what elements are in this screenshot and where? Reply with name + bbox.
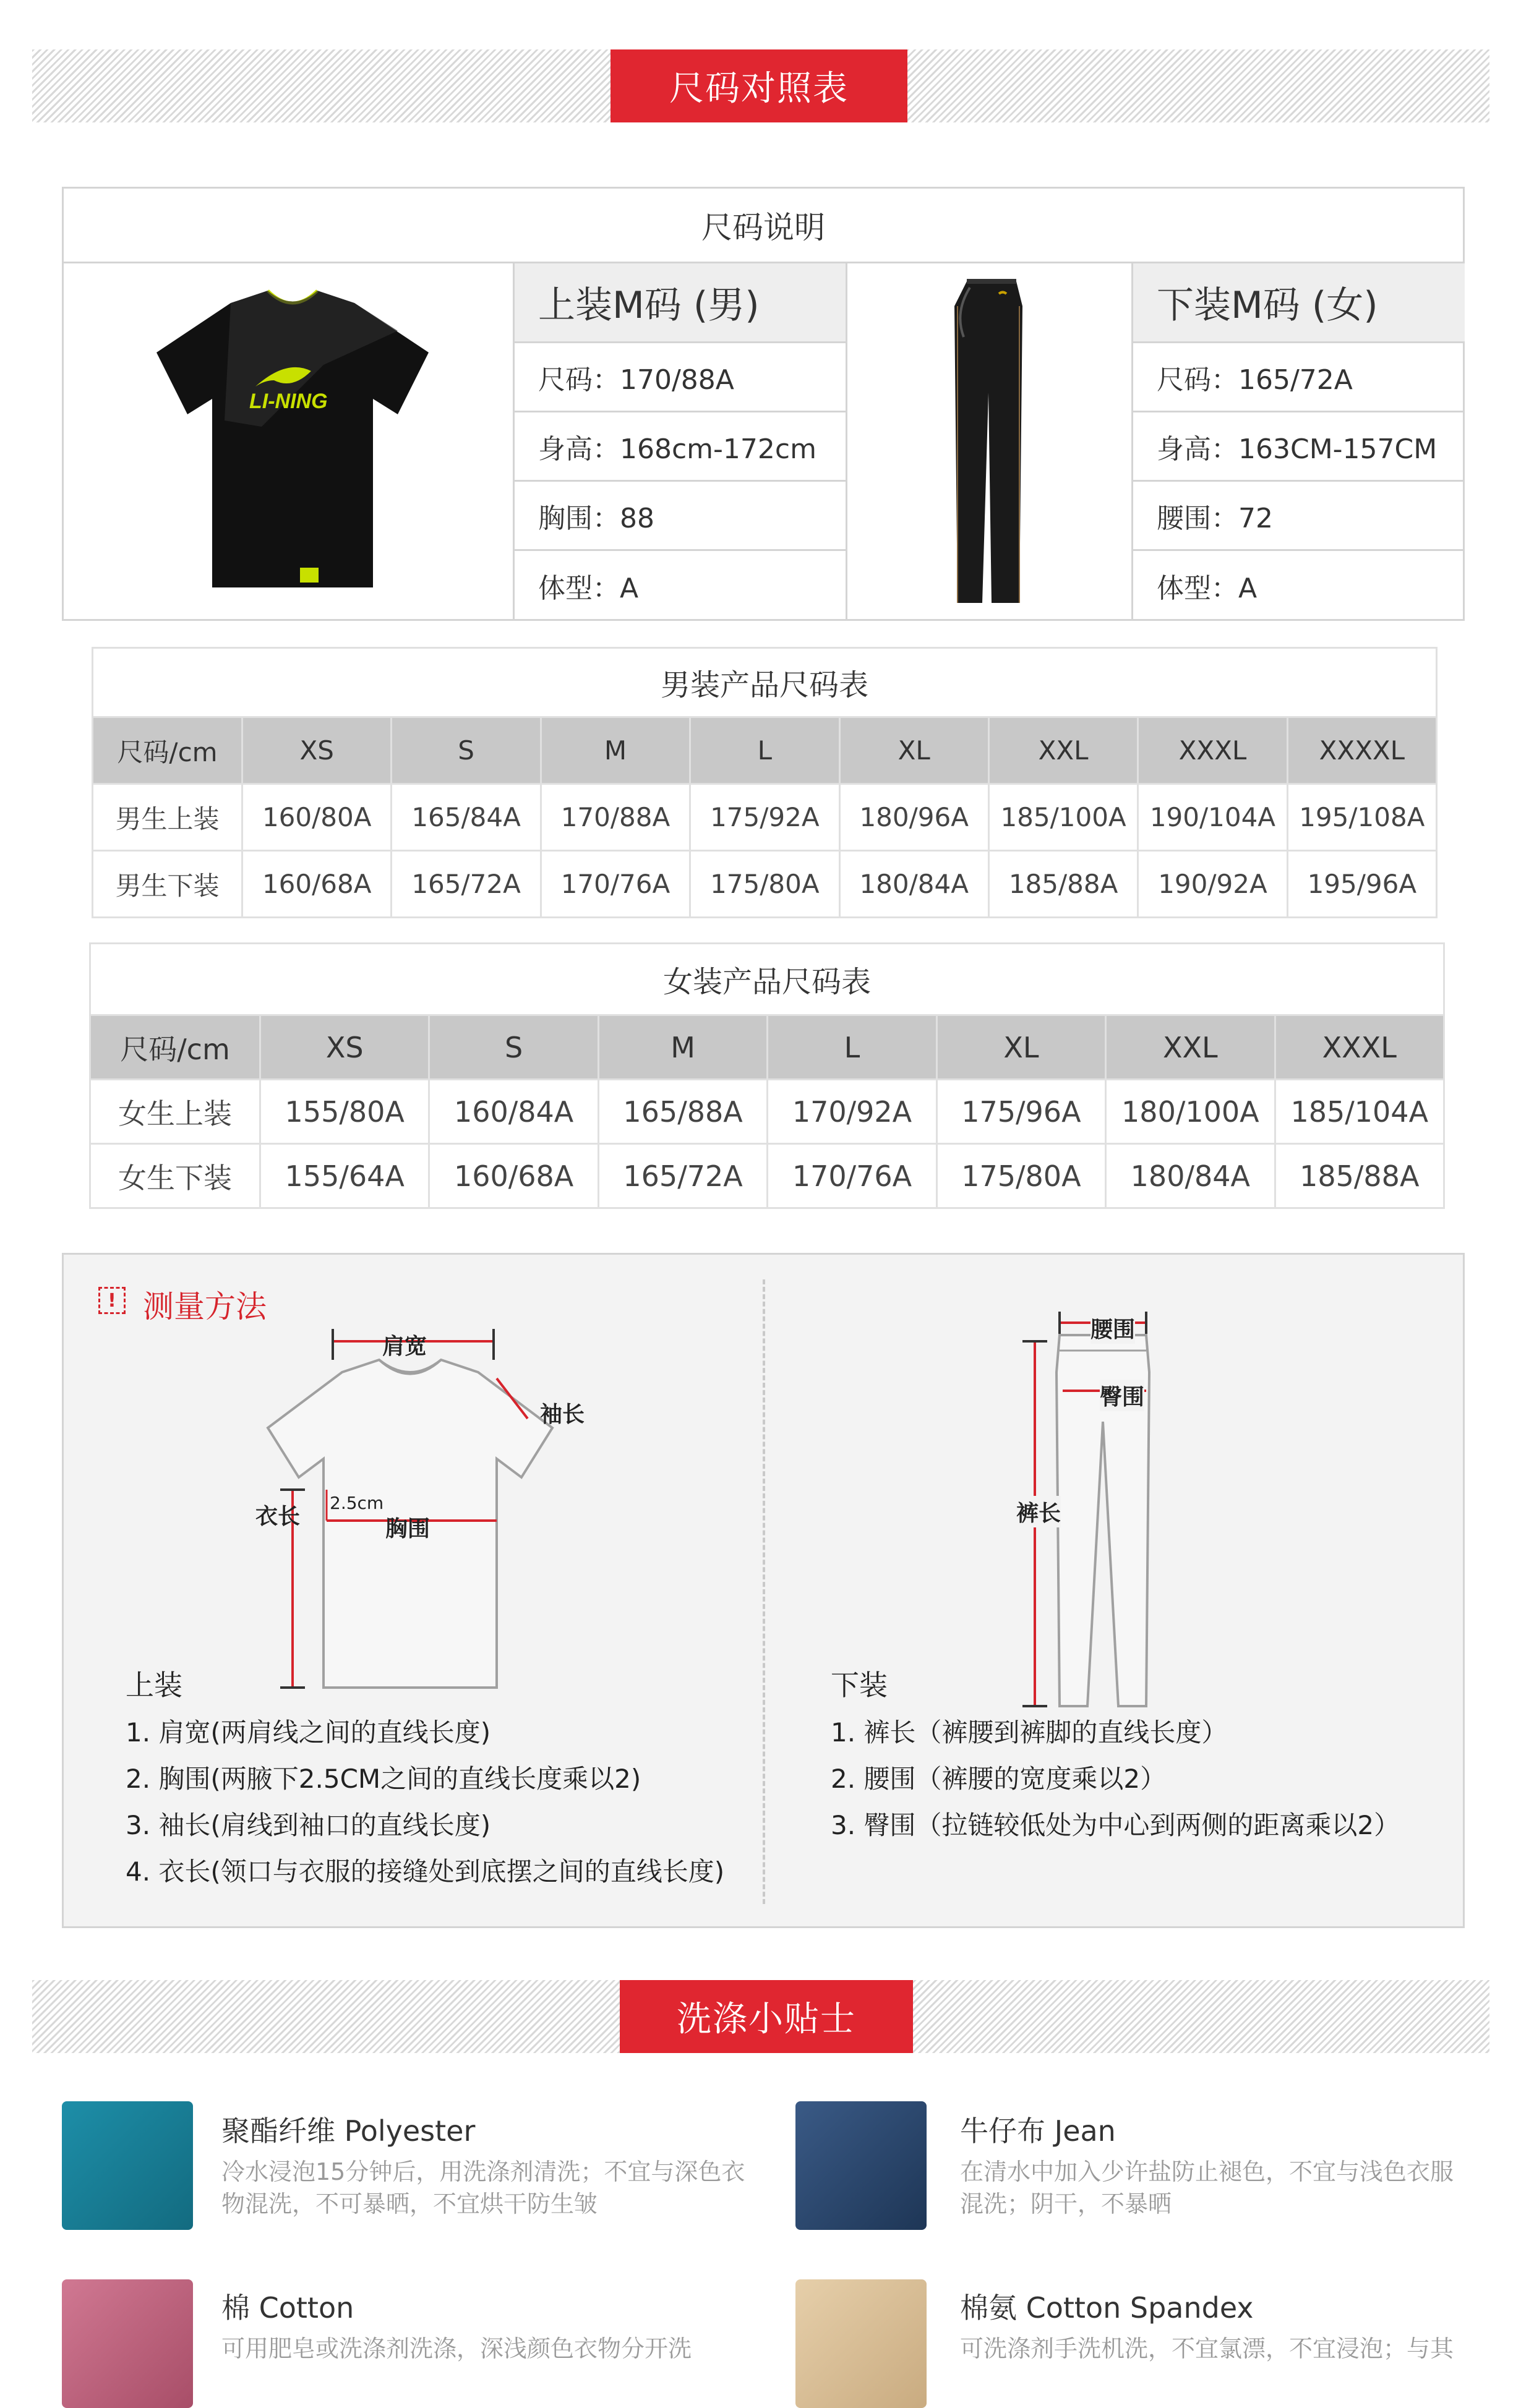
bottom-spec-header: 下装M码 (女) [1133, 263, 1465, 343]
table-cell: 185/88A [1275, 1144, 1444, 1208]
table-cell: 175/80A [936, 1144, 1105, 1208]
table-cell: 180/84A [1106, 1144, 1275, 1208]
fabric-swatch-cotton-spandex [795, 2279, 927, 2408]
table-header-cell: L [768, 1015, 936, 1080]
label-waist: 腰围 [1091, 1312, 1135, 1344]
pants-image [930, 269, 1053, 615]
top-spec-size: 尺码：170/88A [515, 343, 846, 412]
table-header-cell: S [429, 1015, 598, 1080]
table-cell: 155/80A [260, 1080, 429, 1144]
top-spec-body: 体型：A [538, 573, 639, 604]
label-shoulder: 肩宽 [382, 1334, 427, 1359]
table-cell: 185/88A [988, 851, 1138, 918]
table-cell: 190/92A [1138, 851, 1287, 918]
fabric-desc: 冷水浸泡15分钟后，用洗涤剂清洗；不宜与深色衣物混洗，不可暴晒，不宜烘干防生皱 [221, 2158, 745, 2218]
top-item: 4. 衣长(领口与衣服的接缝处到底摆之间的直线长度) [126, 1856, 725, 1887]
table-header-cell: M [598, 1015, 767, 1080]
table-cell: 160/80A [242, 784, 392, 851]
table-cell: 175/92A [690, 784, 839, 851]
table-cell: 165/84A [392, 784, 541, 851]
table-cell: 男生下装 [93, 851, 242, 918]
top-item: 3. 袖长(肩线到袖口的直线长度) [126, 1810, 491, 1840]
info-icon: ! [98, 1287, 126, 1314]
table-header-cell: XS [242, 717, 392, 784]
men-table-title: 男装产品尺码表 [93, 648, 1437, 717]
table-cell: 180/100A [1106, 1080, 1275, 1144]
table-header-cell: XS [260, 1015, 429, 1080]
table-header-cell: XXL [988, 717, 1138, 784]
washing-banner [32, 1980, 1489, 2053]
fabric-desc: 可洗涤剂手洗机洗，不宜氯漂，不宜浸泡；与其 [960, 2335, 1454, 2362]
top-spec-header: 上装M码 (男) [515, 263, 846, 343]
bottom-spec-height: 身高：163CM-157CM [1133, 412, 1465, 482]
table-cell: 160/68A [242, 851, 392, 918]
table-header-cell: S [392, 717, 541, 784]
table-cell: 165/72A [598, 1144, 767, 1208]
table-cell: 175/96A [936, 1080, 1105, 1144]
bottom-spec [1133, 263, 1465, 620]
table-cell: 190/104A [1138, 784, 1287, 851]
women-table-title: 女装产品尺码表 [90, 944, 1444, 1015]
fabric-swatch-jean [795, 2101, 927, 2230]
table-header-cell: 尺码/cm [90, 1015, 260, 1080]
table-cell: 女生下装 [90, 1144, 260, 1208]
label-pants-length: 裤长 [1016, 1496, 1061, 1527]
bottom-spec-body: 体型：A [1157, 573, 1258, 604]
fabric-swatch-cotton [62, 2279, 193, 2408]
fabric-name: 棉氨 Cotton Spandex [960, 2291, 1254, 2325]
bottom-spec-size: 尺码：165/72A [1133, 343, 1465, 412]
top-spec [515, 263, 846, 620]
table-header-cell: L [690, 717, 839, 784]
fabric-name: 聚酯纤维 Polyester [221, 2114, 476, 2148]
size-explanation-box [62, 187, 1465, 621]
table-row [93, 784, 1437, 851]
fabric-name: 棉 Cotton [221, 2291, 354, 2325]
table-header-cell: XXL [1106, 1015, 1275, 1080]
table-header-cell: XXXL [1275, 1015, 1444, 1080]
table-header-cell: XXXXL [1287, 717, 1436, 784]
table-cell: 180/96A [839, 784, 988, 851]
bottom-heading: 下装 [831, 1668, 888, 1702]
tshirt-image [138, 278, 447, 600]
table-cell: 160/84A [429, 1080, 598, 1144]
washing-title: 洗涤小贴士 [620, 1980, 913, 2053]
table-row [90, 1144, 1444, 1208]
table-header-cell: 尺码/cm [93, 717, 242, 784]
table-cell: 165/88A [598, 1080, 767, 1144]
table-cell: 180/84A [839, 851, 988, 918]
table-cell: 175/80A [690, 851, 839, 918]
size-chart-title: 尺码对照表 [611, 49, 907, 122]
bottom-item: 1. 裤长（裤腰到裤脚的直线长度） [831, 1717, 1228, 1748]
table-cell: 女生上装 [90, 1080, 260, 1144]
women-size-table [89, 942, 1445, 1209]
table-header-cell: XXXL [1138, 717, 1287, 784]
table-cell: 170/76A [768, 1144, 936, 1208]
top-item: 2. 胸围(两腋下2.5CM之间的直线长度乘以2) [126, 1764, 641, 1794]
fabric-desc: 在清水中加入少许盐防止褪色，不宜与浅色衣服混洗；阴干，不暴晒 [960, 2158, 1454, 2218]
table-cell: 170/76A [541, 851, 690, 918]
table-cell: 185/100A [988, 784, 1138, 851]
table-cell: 185/104A [1275, 1080, 1444, 1144]
label-hip: 臀围 [1100, 1380, 1144, 1411]
size-explanation-title: 尺码说明 [64, 189, 1463, 263]
table-cell: 195/108A [1287, 784, 1436, 851]
label-offset: 2.5cm [330, 1493, 384, 1513]
tshirt-logo: LI-NING [249, 390, 328, 413]
size-chart-banner [32, 49, 1489, 122]
top-heading: 上装 [126, 1668, 182, 1702]
table-header-cell: XL [936, 1015, 1105, 1080]
table-cell: 155/64A [260, 1144, 429, 1208]
table-row [90, 1080, 1444, 1144]
measure-panel [62, 1253, 1465, 1928]
bottom-item: 3. 臀围（拉链较低处为中心到两侧的距离乘以2） [831, 1810, 1400, 1840]
fabric-name: 牛仔布 Jean [960, 2114, 1116, 2148]
table-cell: 170/92A [768, 1080, 936, 1144]
table-row [93, 851, 1437, 918]
table-cell: 195/96A [1287, 851, 1436, 918]
top-spec-height: 身高：168cm-172cm [515, 412, 846, 482]
label-chest: 胸围 [385, 1516, 431, 1542]
bottom-item: 2. 腰围（裤腰的宽度乘以2） [831, 1764, 1167, 1794]
top-spec-chest: 胸围：88 [515, 482, 846, 551]
table-cell: 男生上装 [93, 784, 242, 851]
table-cell: 165/72A [392, 851, 541, 918]
fabric-swatch-polyester [62, 2101, 193, 2230]
fabric-desc: 可用肥皂或洗涤剂洗涤，深浅颜色衣物分开洗 [221, 2335, 692, 2362]
table-header-cell: XL [839, 717, 988, 784]
top-item: 1. 肩宽(两肩线之间的直线长度) [126, 1717, 491, 1748]
label-sleeve: 袖长 [540, 1402, 585, 1427]
bottom-spec-waist: 腰围：72 [1133, 482, 1465, 551]
label-length: 衣长 [255, 1504, 301, 1529]
table-cell: 170/88A [541, 784, 690, 851]
table-cell: 160/68A [429, 1144, 598, 1208]
table-header-cell: M [541, 717, 690, 784]
men-size-table [92, 647, 1438, 918]
measure-title: 测量方法 [143, 1289, 267, 1325]
